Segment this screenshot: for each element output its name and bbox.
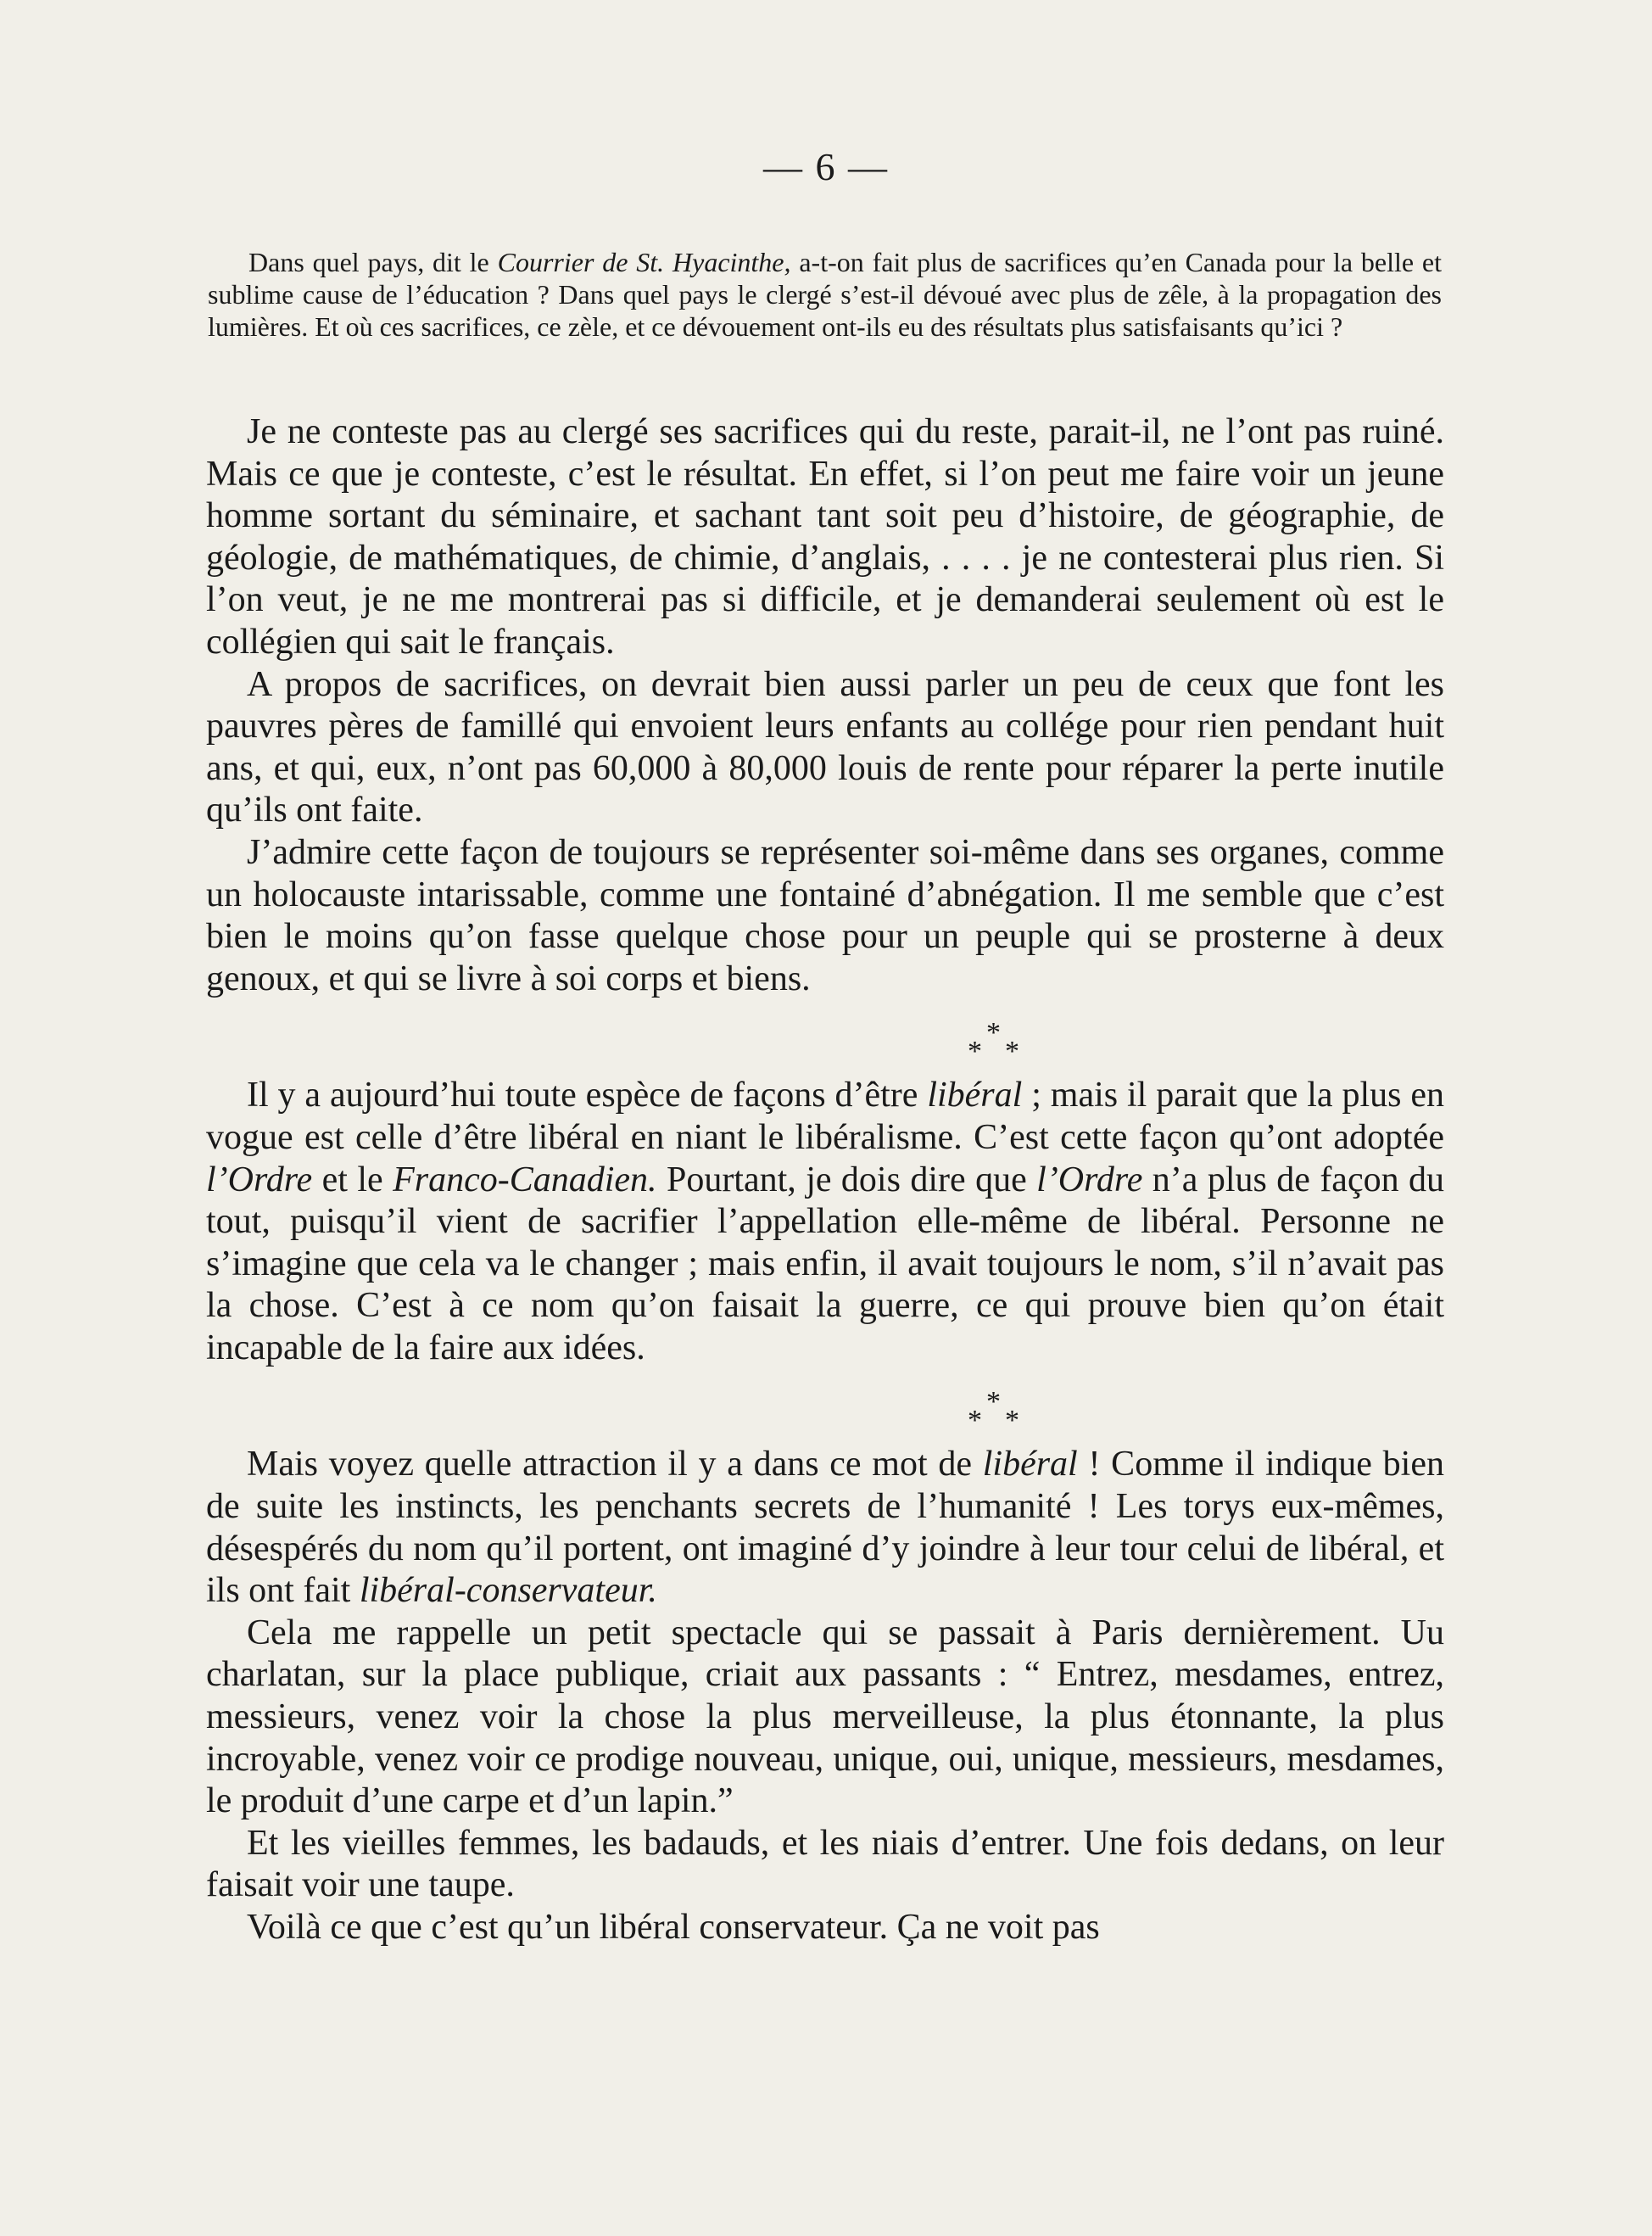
- text: n’a plus de façon du tout, puisqu’il vient de sacrifier l’appellation elle-même de libéral. Personne ne s’imagine que cela va le changer ; mais enfin, il avait toujours le nom, s’il n’avait pas la chose. C’est à ce nom qu’on faisait la guerre, ce qui prouve bien qu’on était incapable de la faire aux idées.: [206, 1160, 1445, 1367]
- separator-star: *: [968, 1036, 982, 1068]
- text: Mais voyez quelle attraction il y a dans ce mot de: [247, 1445, 983, 1484]
- section-separator-2: [206, 1369, 1444, 1444]
- paragraph-4: [206, 1075, 1444, 1369]
- emphasis: l’Ordre: [1036, 1160, 1143, 1199]
- separator-star: *: [968, 1405, 982, 1437]
- quote-source: Courrier de St. Hyacinthe,: [497, 247, 791, 277]
- section-separator-1: [206, 1000, 1444, 1075]
- paragraph-3: J’admire cette façon de toujours se représenter soi-même dans ses organes, comme un holocauste intarissable, comme une fontainé d’abnégation. Il me semble que c’est bien le moins qu’on fasse quelque chose pour un peuple qui se prosterne à deux genoux, et qui se livre à soi corps et biens.: [206, 832, 1444, 998]
- emphasis: libéral: [927, 1076, 1023, 1115]
- text: Pourtant, je dois dire que: [656, 1160, 1037, 1199]
- paragraph-6: Cela me rappelle un petit spectacle qui se passait à Paris dernièrement. Uu charlatan, sur la place publique, criait aux passants : “ Entrez, mesdames, entrez, messieurs, venez voir la chose la plus merveilleuse, la plus étonnante, la plus incroyable, venez voir ce prodige nouveau, unique, oui, unique, messieurs, mesdames, le produit d’une carpe et d’un lapin.”: [206, 1613, 1444, 1821]
- body-text: [206, 411, 1444, 1949]
- paragraph-7: Et les vieilles femmes, les badauds, et les niais d’entrer. Une fois dedans, on leur faisait voir une taupe.: [206, 1823, 1444, 1905]
- text: et le: [312, 1160, 393, 1199]
- quote-text-after: a-t-on fait plus de sacrifices qu’en Canada pour la belle et sublime cause de l’éducation ? Dans quel pays le clergé s’est-il dévoué avec plus de zêle, à la propagation des lumières. Et où ces sacrifices, ce zèle, et ce dévouement ont-ils eu des résultats plus satisfaisants qu’ici ?: [208, 247, 1443, 342]
- quoted-passage: [208, 246, 1442, 343]
- paragraph-5: [206, 1444, 1444, 1612]
- paragraph-1: Je ne conteste pas au clergé ses sacrifices qui du reste, parait-il, ne l’ont pas ruiné. Mais ce que je conteste, c’est le résultat. En effet, si l’on peut me faire voir un jeune homme sortant du séminaire, et sachant tant soit peu d’histoire, de géographie, de géologie, de mathématiques, de chimie, d’anglais, . . . . je ne contesterai plus rien. Si l’on veut, je ne me montrerai pas si difficile, et je demanderai seulement où est le collégien qui sait le français.: [206, 412, 1444, 662]
- separator-star: *: [1005, 1405, 1019, 1437]
- text: Il y a aujourd’hui toute espèce de façons d’être: [247, 1076, 928, 1115]
- emphasis: libéral-conservateur.: [359, 1571, 657, 1611]
- page-number: — 6 —: [763, 145, 889, 188]
- text: ; mais il parait que la plus en vogue est celle d’être libéral en niant le libéralisme. C’est cette façon qu’ont adoptée: [206, 1076, 1444, 1157]
- quote-text-before: Dans quel pays, dit le: [248, 247, 498, 277]
- paragraph-2: A propos de sacrifices, on devrait bien aussi parler un peu de ceux que font les pauvres pères de famillé qui envoient leurs enfants au collége pour rien pendant huit ans, et qui, eux, n’ont pas 60,000 à 80,000 louis de rente pour réparer la perte inutile qu’ils ont faite.: [206, 664, 1444, 830]
- separator-star: *: [986, 1386, 1001, 1418]
- separator-star: *: [986, 1017, 1001, 1049]
- text: ! Comme il indique bien de suite les instincts, les penchants secrets de l’humanité ! Les torys eux-mêmes, désespérés du nom qu’il portent, ont imaginé d’y joindre à leur tour celui de libéral, et ils ont fait: [206, 1445, 1444, 1611]
- paragraph-8: Voilà ce que c’est qu’un libéral conservateur. Ça ne voit pas: [247, 1908, 1100, 1947]
- emphasis: l’Ordre: [206, 1160, 313, 1199]
- emphasis: libéral: [982, 1445, 1078, 1484]
- separator-star: *: [1005, 1036, 1019, 1068]
- emphasis: Franco-Canadien.: [393, 1160, 657, 1199]
